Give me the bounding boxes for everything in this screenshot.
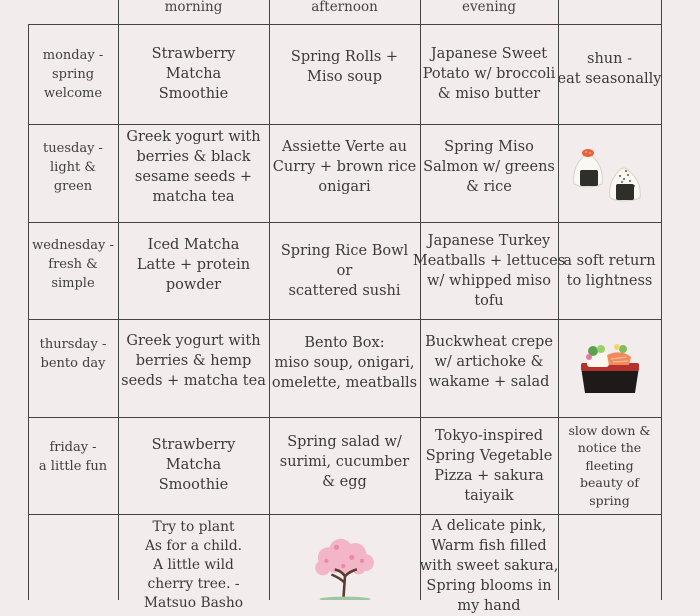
note-cell-wednesday	[558, 222, 661, 319]
header-evening	[420, 0, 558, 14]
bento-box-icon	[575, 337, 645, 399]
day-line: fresh &	[48, 257, 98, 272]
header-label: morning	[164, 0, 223, 15]
meal-line: Salmon w/ greens	[423, 159, 555, 175]
note-cell-monday	[558, 24, 661, 114]
poem-line: my hand	[457, 598, 521, 614]
meal-line: Spring Rice Bowl	[280, 243, 409, 259]
meal-cell-wednesday-morning	[118, 222, 269, 307]
meal-line: Miso soup	[306, 69, 383, 85]
meal-line: Assiette Verte au	[281, 139, 408, 155]
footer-center-cell	[269, 514, 420, 600]
meal-line: Curry + brown rice	[272, 159, 417, 175]
meal-line: Japanese Sweet	[430, 46, 548, 62]
poem-line: with sweet sakura,	[419, 558, 559, 574]
meal-cell-tuesday-afternoon	[269, 124, 420, 210]
meal-cell-thursday-evening	[420, 319, 558, 405]
note-line: slow down &	[568, 422, 651, 438]
meal-line: berries & hemp	[135, 353, 252, 369]
meal-line: Buckwheat crepe	[425, 334, 553, 350]
day-line: welcome	[43, 85, 103, 101]
header-label: evening	[462, 0, 516, 15]
day-cell-thursday	[28, 319, 118, 389]
day-line: simple	[51, 276, 95, 291]
meal-line: berries & black	[136, 149, 251, 165]
poem-line: Warm fish filled	[431, 538, 547, 554]
meal-line: Tokyo-inspired	[434, 427, 543, 444]
meal-line: Japanese Turkey	[427, 232, 551, 249]
header-afternoon	[269, 0, 420, 14]
poem-line: A delicate pink,	[431, 518, 547, 534]
header-label: afternoon	[311, 0, 378, 15]
poem-line: Spring blooms in	[426, 578, 552, 594]
header-morning	[118, 0, 269, 14]
meal-line: miso soup, onigari,	[274, 355, 415, 371]
day-line: monday -	[42, 47, 104, 63]
meal-line: Greek yogurt with	[126, 333, 261, 349]
day-cell-tuesday	[28, 124, 118, 210]
meal-line: matcha tea	[152, 189, 235, 205]
day-line: wednesday -	[32, 238, 114, 253]
meal-cell-monday-morning	[118, 24, 269, 124]
day-cell-friday	[28, 417, 118, 497]
meal-line: onigari	[318, 179, 371, 195]
day-line: bento day	[40, 356, 106, 371]
meal-line: Greek yogurt with	[126, 129, 261, 145]
meal-line: powder	[165, 276, 222, 293]
meal-line: Iced Matcha	[147, 236, 240, 253]
meal-cell-monday-evening	[420, 24, 558, 124]
day-line: tuesday -	[43, 140, 103, 156]
day-line: spring	[51, 66, 95, 82]
note-cell-friday	[558, 417, 661, 514]
note-line: fleeting	[585, 457, 634, 473]
meal-cell-thursday-afternoon	[269, 319, 420, 407]
meal-line: Matcha	[165, 457, 222, 473]
meal-cell-friday-afternoon	[269, 417, 420, 507]
haiku-basho	[118, 518, 269, 610]
meal-line: Potato w/ broccoli	[422, 66, 556, 82]
day-line: friday -	[49, 440, 97, 455]
meal-line: Smoothie	[158, 86, 229, 102]
meal-line: Spring Miso	[444, 139, 534, 155]
poem-line: Matsuo Basho	[143, 595, 244, 611]
poem-line: cherry tree. -	[147, 576, 240, 592]
meal-line: Latte + protein	[136, 256, 251, 273]
meal-cell-monday-afternoon	[269, 24, 420, 110]
meal-line: scattered sushi	[288, 283, 401, 299]
meal-line: seeds + matcha tea	[121, 373, 266, 389]
note-cell-thursday	[558, 319, 661, 417]
day-line: green	[53, 178, 93, 194]
meal-line: Strawberry	[151, 437, 236, 453]
note-line: beauty of	[579, 475, 640, 491]
meal-cell-wednesday-evening	[412, 222, 566, 319]
meal-line: Matcha	[165, 66, 222, 82]
poem-line: As for a child.	[144, 538, 243, 554]
poem-line: A little wild	[153, 557, 234, 573]
meal-cell-tuesday-evening	[420, 124, 558, 210]
meal-line: Bento Box:	[304, 335, 385, 351]
meal-line: Meatballs + lettuces	[412, 252, 566, 269]
note-line: spring	[589, 492, 630, 508]
meal-line: surimi, cucumber	[279, 454, 410, 470]
meal-line: sesame seeds +	[134, 169, 253, 185]
meal-line: w/ artichoke &	[434, 354, 544, 370]
meal-cell-wednesday-afternoon	[269, 222, 420, 320]
meal-line: tofu	[474, 292, 504, 309]
meal-line: Pizza + sakura	[434, 467, 544, 484]
day-cell-monday	[28, 24, 118, 124]
meal-line: Spring Vegetable	[425, 447, 553, 464]
meal-line: Spring Rolls +	[290, 49, 399, 65]
haiku-sakura	[420, 516, 558, 612]
meal-cell-tuesday-morning	[118, 124, 269, 210]
day-line: light &	[50, 159, 96, 175]
grid-line	[661, 0, 662, 600]
meal-line: & egg	[322, 474, 367, 490]
day-cell-wednesday	[28, 222, 118, 307]
cherry-blossom-tree-icon	[295, 532, 395, 600]
meal-line: Spring salad w/	[287, 434, 402, 450]
meal-line: Smoothie	[158, 477, 229, 493]
meal-line: taiyaik	[464, 487, 514, 504]
note-cell-tuesday	[558, 124, 661, 222]
note-line: a soft return	[563, 252, 656, 269]
meal-cell-thursday-morning	[118, 319, 269, 403]
onigiri-icon	[564, 138, 656, 208]
meal-cell-friday-morning	[118, 417, 269, 513]
poem-line: Try to plant	[152, 519, 235, 535]
day-line: thursday -	[39, 337, 107, 352]
meal-line: wakame + salad	[428, 374, 550, 390]
meal-cell-friday-evening	[420, 417, 558, 514]
meal-line: Strawberry	[151, 46, 236, 62]
note-line: to lightness	[566, 272, 653, 289]
meal-line: or	[336, 263, 353, 279]
note-line: shun -	[587, 51, 632, 67]
meal-line: w/ whipped miso	[427, 272, 551, 289]
meal-line: & rice	[466, 179, 512, 195]
meal-line: & miso butter	[437, 86, 541, 102]
meal-line: omelette, meatballs	[271, 375, 418, 391]
note-line: notice the	[577, 440, 642, 456]
note-line: eat seasonally	[557, 71, 662, 87]
day-line: a little fun	[38, 459, 108, 474]
